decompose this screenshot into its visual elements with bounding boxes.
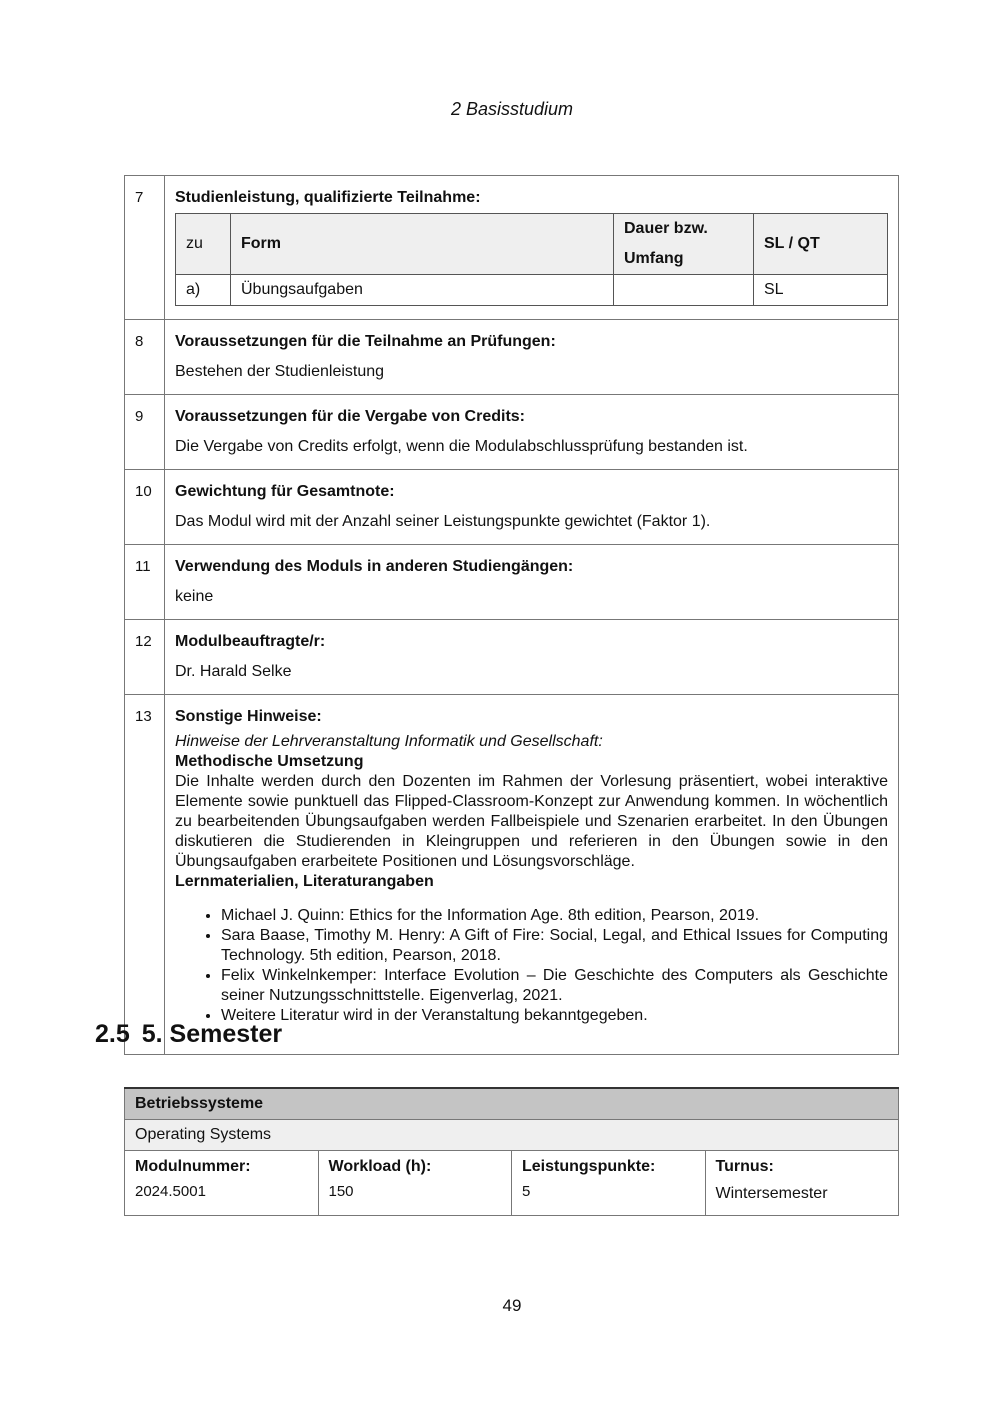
section-number: 2.5 [95, 1020, 130, 1048]
field-label-workload: Workload (h): [318, 1151, 512, 1184]
col-header-dauer: Dauer bzw. Umfang [614, 214, 754, 275]
row-11 [125, 545, 899, 620]
row-9 [125, 395, 899, 470]
studienleistung-table [175, 213, 888, 306]
running-header: 2 Basisstudium [450, 99, 574, 119]
row-number: 12 [125, 620, 165, 695]
row-label: Gewichtung für Gesamtnote: [175, 483, 395, 500]
row-label: Sonstige Hinweise: [175, 708, 322, 725]
row-7 [125, 176, 899, 320]
field-value-workload: 150 [318, 1183, 512, 1216]
field-value-modulnummer: 2024.5001 [125, 1183, 319, 1216]
section-title: 5. Semester [141, 1020, 283, 1048]
method-heading: Methodische Umsetzung [175, 753, 364, 770]
row-label: Modulbeauftragte/r: [175, 633, 326, 650]
cell-zu: a) [176, 275, 231, 306]
row-label: Voraussetzungen für die Vergabe von Credits: [175, 408, 525, 425]
module-title: Betriebssysteme [125, 1088, 899, 1120]
method-text: Die Inhalte werden durch den Dozenten im Rahmen der Vorlesung präsentiert, wobei interaktive Elemente sowie punktuell das Flipped-Classroom-Konzept zur Anwendung kommen. In wöchentlich zu bearbeitenden Übungsaufgaben werden Fallbeispiele und Szenarien erarbeitet. In den Übungen diskutieren die Studierenden in Kleingruppen und referieren in den Übungen sowie in den Übungsaufgaben erarbeitete Positionen und Lösungsvorschläge. [175, 773, 888, 870]
col-header-form: Form [231, 214, 614, 275]
row-10 [125, 470, 899, 545]
inner-header-row [176, 214, 888, 275]
page-number: 49 [502, 1296, 522, 1315]
module-description-table [124, 175, 899, 1055]
row-number: 8 [125, 320, 165, 395]
field-value-turnus: Wintersemester [705, 1183, 899, 1216]
literature-list [175, 906, 888, 1026]
row-number: 7 [125, 176, 165, 320]
col-header-zu: zu [176, 214, 231, 275]
row-number: 13 [125, 695, 165, 1055]
row-label: Verwendung des Moduls in anderen Studiengängen: [175, 558, 574, 575]
row-text: Bestehen der Studienleistung [175, 363, 385, 380]
module-title-row [125, 1088, 899, 1120]
row-number: 9 [125, 395, 165, 470]
literature-item: • Sara Baase, Timothy M. Henry: A Gift of Fire: Social, Legal, and Ethical Issues for Computing Technology. 5th edition, Pearson, 2018. [221, 926, 888, 966]
literature-item: • Michael J. Quinn: Ethics for the Information Age. 8th edition, Pearson, 2019. [221, 906, 888, 926]
inner-data-row [176, 275, 888, 306]
field-value-leistungspunkte: 5 [512, 1183, 706, 1216]
row-12 [125, 620, 899, 695]
module-betriebssysteme-table [124, 1087, 899, 1216]
row-text: Dr. Harald Selke [175, 663, 292, 680]
row-number: 11 [125, 545, 165, 620]
module-subtitle: Operating Systems [125, 1120, 899, 1151]
cell-slqt: SL [754, 275, 888, 306]
cell-form: Übungsaufgaben [231, 275, 614, 306]
literature-item: • Felix Winkelnkemper: Interface Evolution – Die Geschichte des Computers als Geschichte seiner Nutzungsschnittstelle. Eigenverlag, 2021. [221, 966, 888, 1006]
row-number: 10 [125, 470, 165, 545]
section-heading [95, 1020, 282, 1049]
hinweise-intro: Hinweise der Lehrveranstaltung Informatik und Gesellschaft: [175, 733, 603, 750]
row-13 [125, 695, 899, 1055]
field-label-turnus: Turnus: [705, 1151, 899, 1184]
row-8 [125, 320, 899, 395]
literature-item: • Weitere Literatur wird in der Veranstaltung bekanntgegeben. [221, 1006, 888, 1026]
cell-dauer [614, 275, 754, 306]
module-field-values [125, 1183, 899, 1216]
row-label: Voraussetzungen für die Teilnahme an Prüfungen: [175, 333, 556, 350]
row-text: Die Vergabe von Credits erfolgt, wenn die Modulabschlussprüfung bestanden ist. [175, 438, 748, 455]
row-label: Studienleistung, qualifizierte Teilnahme: [175, 189, 481, 206]
row-text: Das Modul wird mit der Anzahl seiner Leistungspunkte gewichtet (Faktor 1). [175, 513, 711, 530]
module-subtitle-row [125, 1120, 899, 1151]
col-header-slqt: SL / QT [754, 214, 888, 275]
module-field-labels [125, 1151, 899, 1184]
row-text: keine [175, 588, 214, 605]
field-label-leistungspunkte: Leistungspunkte: [512, 1151, 706, 1184]
field-label-modulnummer: Modulnummer: [125, 1151, 319, 1184]
literature-heading: Lernmaterialien, Literaturangaben [175, 873, 434, 890]
